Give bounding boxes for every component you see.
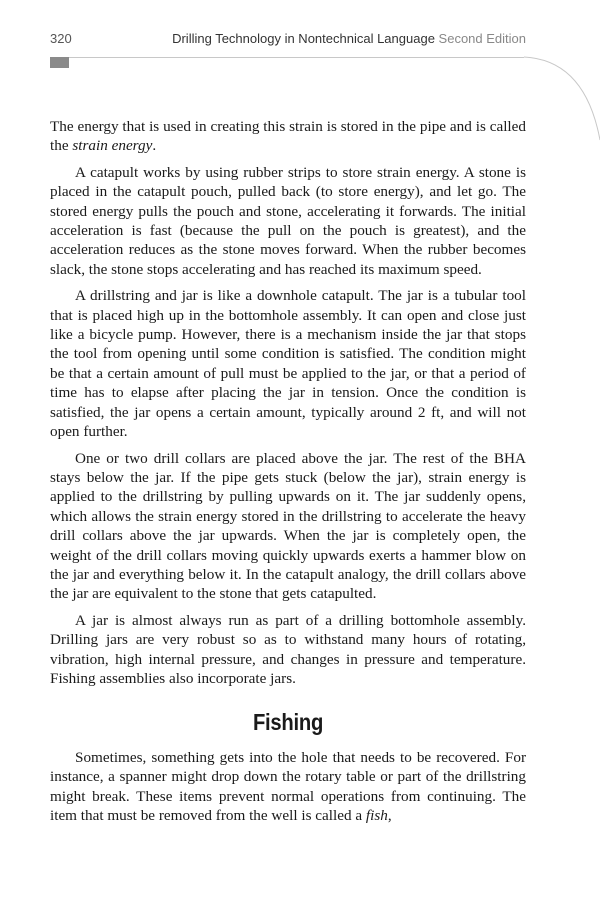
book-edition: Second Edition [438, 31, 526, 46]
running-head [172, 31, 526, 46]
page-body [50, 117, 526, 832]
paragraph-drill-collars: One or two drill collars are placed above the jar. The rest of the BHA stays below the jar. If the pipe gets stuck (below the jar), strain energy is applied to the drillstring by pulling upwards on it. The jar suddenly opens, which allows the strain energy stored in the drillstring to accelerate the heavy drill collars above the jar upwards. When the jar is completely open, the weight of the drill collars moving quickly upwards exerts a hammer blow on the jar and everything below it. In the catapult analogy, the drill collars above the jar are equivalent to the stone that gets catapulted. [50, 449, 526, 603]
term-fish: fish [365, 807, 388, 824]
paragraph-strain-energy: The energy that is used in creating this strain is stored in the pipe and is called the strain energy. [50, 118, 526, 155]
page-number: 320 [50, 31, 72, 46]
paragraph-fishing: Sometimes, something gets into the hole that needs to be recovered. For instance, a spanner might drop down the rotary table or part of the drillstring might break. These items prevent normal operations from continuing. The item that must be removed from the well is called a fish, [50, 748, 526, 824]
paragraph-drilling-jars: A jar is almost always run as part of a drilling bottomhole assembly. Drilling jars are very robust so as to withstand many hours of rotating, vibration, high internal pressure, and changes in pressure and temperature. Fishing assemblies also incorporate jars. [50, 611, 526, 687]
paragraph-catapult: A catapult works by using rubber strips to store strain energy. A stone is placed in the catapult pouch, pulled back (to store energy), and let go. The stored energy pulls the pouch and stone, accelerating it forwards. The initial acceleration is fast (because the pull on the pouch is greatest), and the acceleration reduces as the stone moves forward. When the rubber becomes slack, the stone stops accelerating and has reached its maximum speed. [50, 163, 526, 278]
header-marker-block [50, 57, 69, 68]
header-rule [50, 57, 524, 58]
book-title: Drilling Technology in Nontechnical Language [172, 31, 435, 46]
term-strain-energy: strain energy [72, 137, 153, 155]
paragraph-drillstring-jar: A drillstring and jar is like a downhole catapult. The jar is a tubular tool that is placed high up in the bottomhole assembly. It can open and close just like a bicycle pump. However, there is a mechanism inside the jar that stops the tool from opening until some condition is satisfied. The condition might be that a certain amount of pull must be applied to the jar, or that a period of time has to elapse after placing the jar in tension. Once the condition is satisfied, the jar opens a certain amount, typically around 2 ft, and will not open further. [50, 287, 526, 441]
section-heading-fishing: Fishing [252, 709, 324, 736]
